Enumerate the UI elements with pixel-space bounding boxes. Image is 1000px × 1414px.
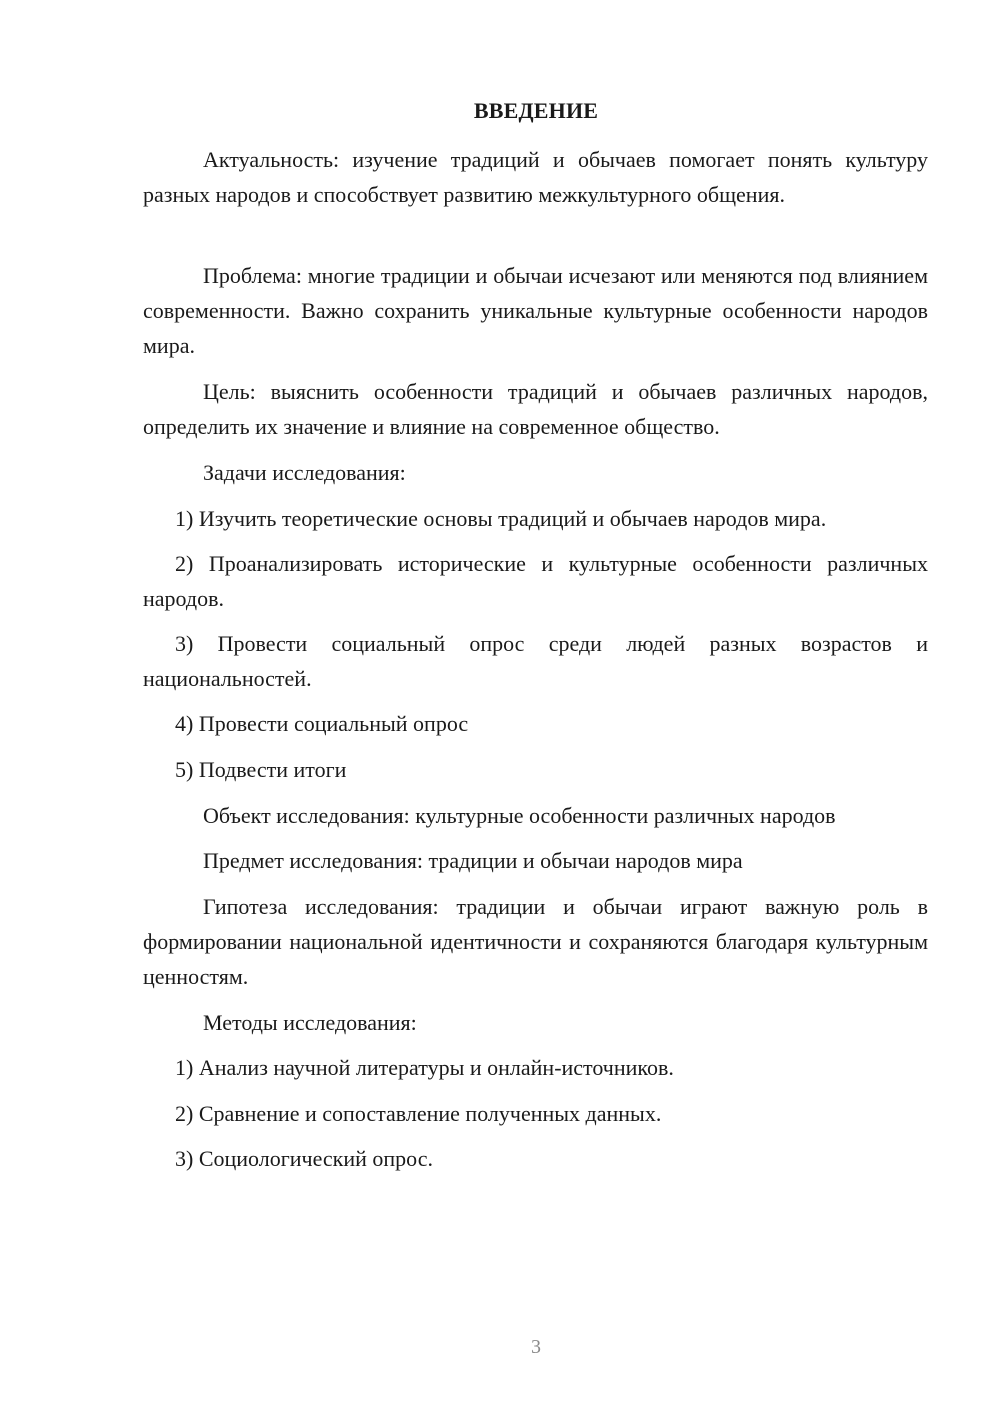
hypothesis-paragraph: Гипотеза исследования: традиции и обычаи играют важную роль в формировании национальной идентичности и сохраняются благодаря культурным ценностям. — [143, 894, 928, 989]
task-item-1: 1) Изучить теоретические основы традиций и обычаев народов мира. — [175, 506, 827, 531]
task-item-5: 5) Подвести итоги — [175, 757, 347, 782]
method-item-2: 2) Сравнение и сопоставление полученных данных. — [175, 1101, 662, 1126]
task-item-4: 4) Провести социальный опрос — [175, 711, 469, 736]
subject-paragraph: Предмет исследования: традиции и обычаи народов мира — [203, 848, 743, 873]
methods-title: Методы исследования: — [203, 1010, 417, 1035]
method-item-1: 1) Анализ научной литературы и онлайн-источников. — [175, 1055, 674, 1080]
goal-paragraph: Цель: выяснить особенности традиций и обычаев различных народов, определить их значение и влияние на современное общество. — [143, 379, 928, 439]
page-number: 3 — [531, 1336, 541, 1358]
relevance-paragraph: Актуальность: изучение традиций и обычаев помогает понять культуру разных народов и способствует развитию межкультурного общения. — [143, 147, 928, 207]
task-item-3: 3) Провести социальный опрос среди людей разных возрастов и национальностей. — [143, 631, 928, 691]
method-item-3: 3) Социологический опрос. — [175, 1146, 433, 1171]
task-item-2: 2) Проанализировать исторические и культурные особенности различных народов. — [143, 551, 928, 611]
object-paragraph: Объект исследования: культурные особенности различных народов — [203, 803, 836, 828]
tasks-title: Задачи исследования: — [203, 460, 406, 485]
problem-paragraph: Проблема: многие традиции и обычаи исчезают или меняются под влиянием современности. Важно сохранить уникальные культурные особенности народов мира. — [143, 263, 928, 358]
page-title: ВВЕДЕНИЕ — [473, 98, 599, 123]
